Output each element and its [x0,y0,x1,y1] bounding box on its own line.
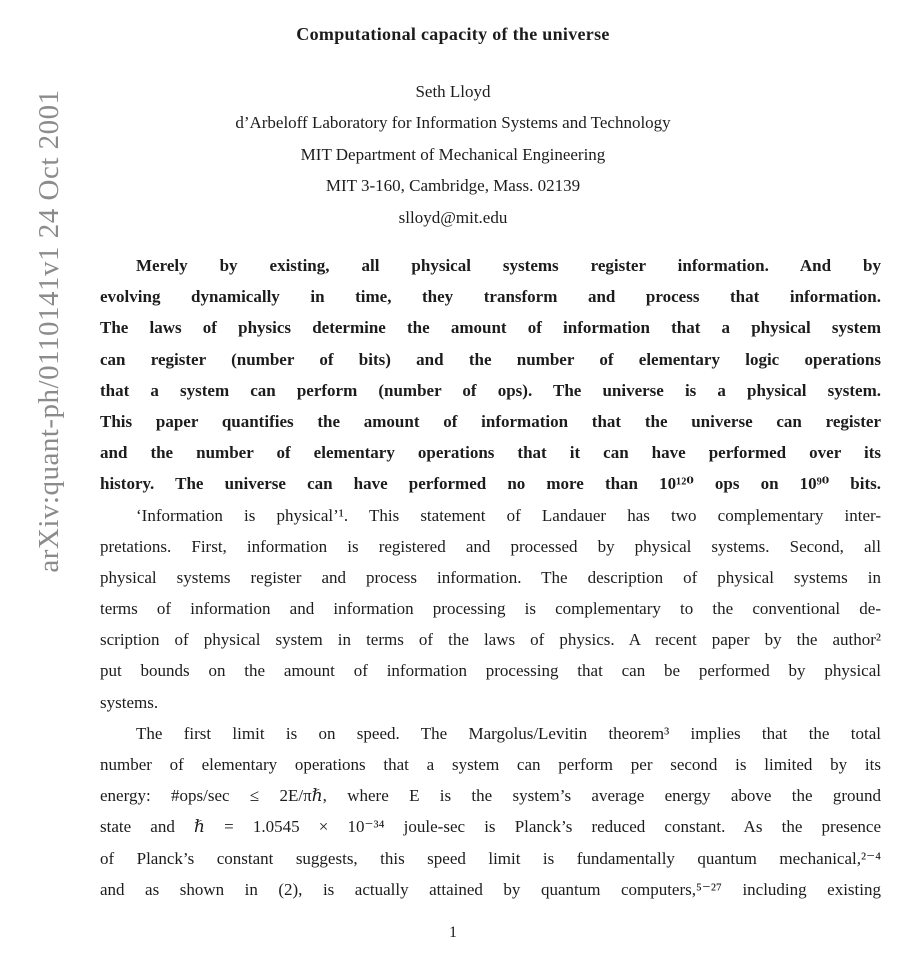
body-line: pretations. First, information is registered and processed by physical systems. Second, all [100,536,881,556]
body-line: The first limit is on speed. The Margolus/Levitin theorem³ implies that the total [136,723,881,743]
abstract-line: The laws of physics determine the amount of information that a physical system [100,318,881,338]
arxiv-watermark: arXiv:quant-ph/0110141v1 24 Oct 2001 [33,89,65,573]
author-name: Seth Lloyd [415,82,491,101]
paragraph [100,500,881,718]
abstract-line: and the number of elementary operations that it can have performed over its [100,443,881,463]
abstract-line: Merely by existing, all physical systems register information. And by [136,256,881,275]
author-email: slloyd@mit.edu [398,207,508,227]
author-block [0,76,906,233]
body-text [100,250,881,905]
body-line: put bounds on the amount of information processing that can be performed by physical [100,661,881,681]
body-line: and as shown in (2), is actually attained by quantum computers,⁵⁻²⁷ including existing [100,879,881,899]
body-line: terms of information and information processing is complementary to the conventional de- [100,599,881,619]
affiliation-line: MIT Department of Mechanical Engineering [300,144,606,164]
paper-title: Computational capacity of the universe [296,24,610,44]
abstract-line: history. The universe can have performed no more than 10¹²⁰ ops on 10⁹⁰ bits. [100,474,881,494]
body-line: scription of physical system in terms of the laws of physics. A recent paper by the author² [100,630,881,650]
abstract-line: evolving dynamically in time, they transform and process that information. [100,287,881,307]
body-line: physical systems register and process information. The description of physical systems in [100,567,881,587]
body-line: ‘Information is physical’¹. This statement of Landauer has two complementary inter- [136,505,881,525]
abstract-line: can register (number of bits) and the number of elementary logic operations [100,349,881,369]
body-line: number of elementary operations that a system can perform per second is limited by its [100,755,881,774]
body-line: of Planck’s constant suggests, this speed limit is fundamentally quantum mechanical,²⁻⁴ [100,848,881,868]
body-line: state and ℏ = 1.0545 × 10⁻³⁴ joule-sec is Planck’s reduced constant. As the presence [100,817,881,837]
body-line: systems. [100,692,159,712]
abstract-line: that a system can perform (number of ops). The universe is a physical system. [100,380,881,400]
affiliation-line: d’Arbeloff Laboratory for Information Systems and Technology [235,113,671,133]
affiliation-line: MIT 3-160, Cambridge, Mass. 02139 [325,176,581,196]
page-number: 1 [449,924,457,941]
paragraph [100,718,881,905]
body-line: energy: #ops/sec ≤ 2E/πℏ, where E is the system’s average energy above the ground [100,786,881,806]
abstract [100,250,881,500]
abstract-line: This paper quantifies the amount of information that the universe can register [100,411,881,431]
